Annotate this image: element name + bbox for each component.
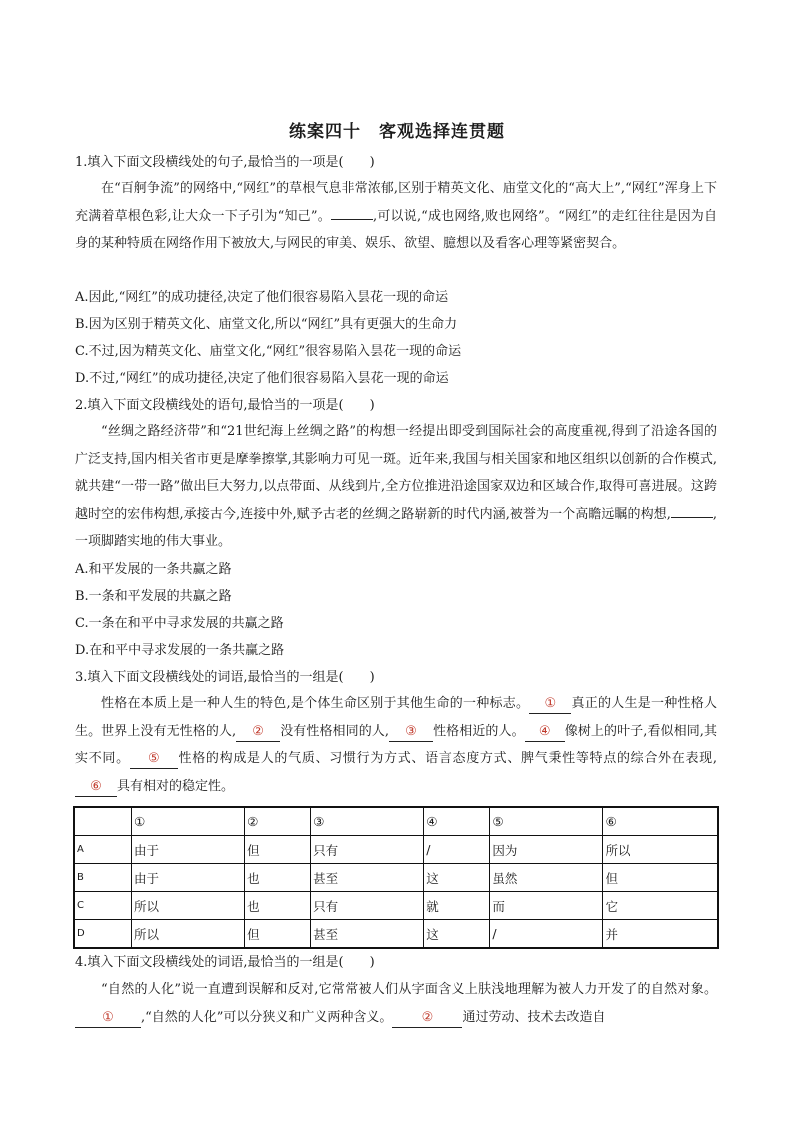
question-4-passage xyxy=(75,976,717,1031)
table-cell: 由于 xyxy=(132,836,245,864)
q3-text-4: 性格相近的人。 xyxy=(433,723,525,739)
table-cell: ⑤ xyxy=(490,807,603,836)
answer-options-table xyxy=(73,806,719,949)
table-cell: A xyxy=(74,836,132,864)
q1-blank xyxy=(331,205,373,220)
q4-blank-2: ② xyxy=(392,1009,462,1028)
table-row[interactable] xyxy=(74,864,718,892)
q3-text-7: 具有相对的稳定性。 xyxy=(117,778,235,794)
q1-option-b[interactable]: B.因为区别于精英文化、庙堂文化,所以“网红”具有更强大的生命力 xyxy=(75,317,458,332)
q4-text-2: ,“自然的人化”可以分狭义和广义两种含义。 xyxy=(141,1009,393,1025)
table-cell: / xyxy=(490,920,603,949)
q3-blank-1: ① xyxy=(529,695,571,714)
table-cell: 因为 xyxy=(490,836,603,864)
q2-option-a[interactable]: A.和平发展的一条共赢之路 xyxy=(75,562,232,577)
q2-blank xyxy=(671,503,713,518)
table-cell: 这 xyxy=(424,920,490,949)
table-cell: C xyxy=(74,892,132,920)
q4-blank-1: ① xyxy=(75,1009,141,1028)
q3-text-6: 性格的构成是人的气质、习惯行为方式、语言态度方式、脾气秉性等特点的综合外在表现, xyxy=(177,751,717,766)
question-2-stem: 2.填入下面文段横线处的语句,最恰当的一项是( ) xyxy=(75,398,375,413)
q3-blank-2: ② xyxy=(236,723,280,742)
q4-text-1: “自然的人化”说一直遭到误解和反对,它常常被人们从字面含义上肤浅地理解为被人力开发了的自然对象。 xyxy=(101,982,717,997)
table-cell: 也 xyxy=(245,892,311,920)
table-cell: 甚至 xyxy=(311,864,424,892)
table-cell: ③ xyxy=(311,807,424,836)
q1-option-a[interactable]: A.因此,“网红”的成功捷径,决定了他们很容易陷入昙花一现的命运 xyxy=(75,290,449,305)
table-cell: 所以 xyxy=(132,920,245,949)
table-cell: ② xyxy=(245,807,311,836)
table-row[interactable] xyxy=(74,892,718,920)
table-cell: 由于 xyxy=(132,864,245,892)
table-row[interactable] xyxy=(74,920,718,949)
q1-option-d[interactable]: D.不过,“网红”的成功捷径,决定了他们很容易陷入昙花一现的命运 xyxy=(75,371,449,386)
q3-blank-4: ④ xyxy=(525,723,565,742)
table-cell: ① xyxy=(132,807,245,836)
question-4-stem: 4.填入下面文段横线处的词语,最恰当的一组是( ) xyxy=(75,955,375,970)
q1-passage-part-a: 在“百舸争流”的网络中,“网红”的草根气息非常浓郁,区别于精英文化、庙堂文化的“高大上”,“网红”浑身上下充满着草根色彩,让大众一下子引为“知己”。 xyxy=(75,181,717,224)
table-cell: 也 xyxy=(245,864,311,892)
q2-option-d[interactable]: D.在和平中寻求发展的一条共赢之路 xyxy=(75,643,285,658)
q3-text-2: 真正的人生是一种性格人生。世界上没有无性格的人, xyxy=(75,696,717,739)
question-3-passage xyxy=(75,690,717,800)
table-cell: 而 xyxy=(490,892,603,920)
question-2-passage xyxy=(75,418,717,556)
table-cell: 但 xyxy=(245,836,311,864)
table-cell: 它 xyxy=(603,892,718,920)
q2-passage-part-b: ,一项脚踏实地的伟大事业。 xyxy=(75,506,717,549)
page-title: 练案四十 客观选择连贯题 xyxy=(289,122,505,142)
table-cell: 所以 xyxy=(132,892,245,920)
table-cell: ④ xyxy=(424,807,490,836)
q2-option-c[interactable]: C.一条在和平中寻求发展的共赢之路 xyxy=(75,616,284,631)
table-cell: 但 xyxy=(603,864,718,892)
q4-text-3: 通过劳动、技术去改造自 xyxy=(462,1009,606,1025)
q3-blank-3: ③ xyxy=(389,723,433,742)
table-cell: / xyxy=(424,836,490,864)
table-cell: D xyxy=(74,920,132,949)
table-cell: 并 xyxy=(603,920,718,949)
q1-option-c[interactable]: C.不过,因为精英文化、庙堂文化,“网红”很容易陷入昙花一现的命运 xyxy=(75,344,462,359)
table-cell: 只有 xyxy=(311,892,424,920)
table-cell: 虽然 xyxy=(490,864,603,892)
table-cell: 甚至 xyxy=(311,920,424,949)
table-cell: 所以 xyxy=(603,836,718,864)
q2-passage-part-a: “丝绸之路经济带”和“21世纪海上丝绸之路”的构想一经提出即受到国际社会的高度重视,得到了沿途各国的广泛支持,国内相关省市更是摩拳擦掌,其影响力可见一斑。近年来,我国与相关国家和地区组织以创新的合作模式,就共建“一带一路”做出巨大努力,以点带面、从线到片,全方位推进沿途国家双边和区域合作,取得可喜进展。这跨越时空的宏伟构想,承接古今,连接中外,赋予古老的丝绸之路崭新的时代内涵,被誉为一个高瞻远瞩的构想, xyxy=(75,424,717,522)
question-3-stem: 3.填入下面文段横线处的词语,最恰当的一组是( ) xyxy=(75,670,375,685)
question-1-passage xyxy=(75,175,717,258)
q3-blank-6: ⑥ xyxy=(75,778,117,797)
table-cell xyxy=(74,807,132,836)
q3-text-1: 性格在本质上是一种人生的特色,是个体生命区别于其他生命的一种标志。 xyxy=(101,696,530,711)
table-cell: 只有 xyxy=(311,836,424,864)
table-cell: 但 xyxy=(245,920,311,949)
table-cell: 这 xyxy=(424,864,490,892)
q1-passage-part-b: ,可以说,“成也网络,败也网络”。“网红”的走红往往是因为自身的某种特质在网络作用下被放大,与网民的审美、娱乐、欲望、臆想以及看客心理等紧密契合。 xyxy=(75,208,717,251)
q3-blank-5: ⑤ xyxy=(130,750,178,769)
q2-option-b[interactable]: B.一条和平发展的共赢之路 xyxy=(75,589,232,604)
q3-text-3: 没有性格相同的人, xyxy=(280,723,389,739)
question-1-stem: 1.填入下面文段横线处的句子,最恰当的一项是( ) xyxy=(75,155,375,170)
table-cell: 就 xyxy=(424,892,490,920)
table-row[interactable] xyxy=(74,836,718,864)
q3-text-5: 像树上的叶子,看似相同,其实不同。 xyxy=(75,723,717,766)
table-cell: ⑥ xyxy=(603,807,718,836)
table-cell: B xyxy=(74,864,132,892)
table-header-row xyxy=(74,807,718,836)
